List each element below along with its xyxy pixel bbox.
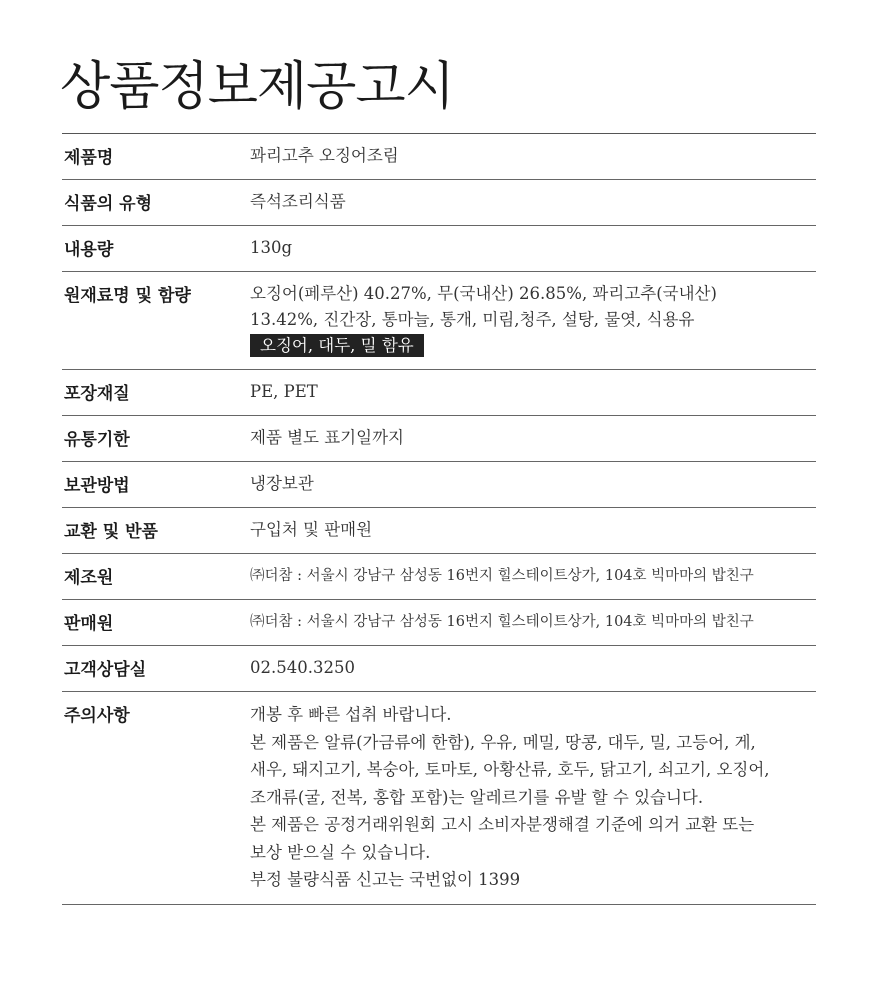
- row-label: 원재료명 및 함량: [64, 286, 191, 306]
- row-label: 교환 및 반품: [64, 522, 158, 542]
- row-label: 식품의 유형: [64, 194, 153, 214]
- row-value: 냉장보관: [250, 474, 314, 493]
- row-value: ㈜더참 : 서울시 강남구 삼성동 16번지 힐스테이트상가, 104호 빅마마의 밥친구: [250, 614, 754, 630]
- caution-line: 부정 불량식품 신고는 국번없이 1399: [250, 870, 521, 889]
- ingredients-line: 오징어(페루산) 40.27%, 무(국내산) 26.85%, 꽈리고추(국내산): [250, 284, 717, 303]
- row-value: [250, 692, 816, 904]
- product-info-table: [62, 133, 816, 905]
- row-label: 유통기한: [64, 430, 130, 450]
- row-exchange: [62, 508, 816, 554]
- row-product-name: [62, 134, 816, 180]
- row-value: 구입처 및 판매원: [250, 520, 373, 539]
- row-label: 포장재질: [64, 384, 130, 404]
- caution-line: 새우, 돼지고기, 복숭아, 토마토, 아황산류, 호두, 닭고기, 쇠고기, 오징어,: [250, 760, 770, 779]
- caution-line: 개봉 후 빠른 섭취 바랍니다.: [250, 705, 452, 724]
- allergen-badge: 오징어, 대두, 밀 함유: [250, 334, 424, 357]
- row-label: 제품명: [64, 148, 114, 168]
- row-label: 제조원: [64, 568, 114, 588]
- caution-line: 보상 받으실 수 있습니다.: [250, 842, 431, 862]
- row-storage: [62, 462, 816, 508]
- caution-line: 조개류(굴, 전복, 홍합 포함)는 알레르기를 유발 할 수 있습니다.: [250, 787, 704, 807]
- caution-line: 본 제품은 공정거래위원회 고시 소비자분쟁해결 기준에 의거 교환 또는: [250, 815, 755, 834]
- row-value: 02.540.3250: [250, 658, 355, 677]
- row-value: 130g: [250, 238, 293, 257]
- row-contact: [62, 646, 816, 692]
- row-label: 주의사항: [64, 706, 130, 726]
- row-value: PE, PET: [250, 382, 318, 401]
- row-food-type: [62, 180, 816, 226]
- row-value: [250, 272, 816, 369]
- page-title: 상품정보제공고시: [60, 57, 454, 117]
- row-ingredients: [62, 272, 816, 370]
- row-label: 고객상담실: [64, 660, 147, 680]
- row-value: 즉석조리식품: [250, 192, 346, 211]
- row-value: 제품 별도 표기일까지: [250, 428, 404, 447]
- row-label: 판매원: [64, 614, 114, 634]
- row-caution: [62, 692, 816, 905]
- row-value: ㈜더참 : 서울시 강남구 삼성동 16번지 힐스테이트상가, 104호 빅마마의 밥친구: [250, 568, 754, 584]
- row-label: 보관방법: [64, 476, 130, 496]
- row-value: 꽈리고추 오징어조림: [250, 146, 399, 165]
- row-seller: [62, 600, 816, 646]
- row-label: 내용량: [64, 240, 114, 260]
- row-manufacturer: [62, 554, 816, 600]
- row-volume: [62, 226, 816, 272]
- caution-line: 본 제품은 알류(가금류에 한함), 우유, 메밀, 땅콩, 대두, 밀, 고등어, 게,: [250, 732, 756, 752]
- ingredients-line: 13.42%, 진간장, 통마늘, 통개, 미림,청주, 설탕, 물엿, 식용유: [250, 310, 695, 329]
- row-packaging: [62, 370, 816, 416]
- row-expiry: [62, 416, 816, 462]
